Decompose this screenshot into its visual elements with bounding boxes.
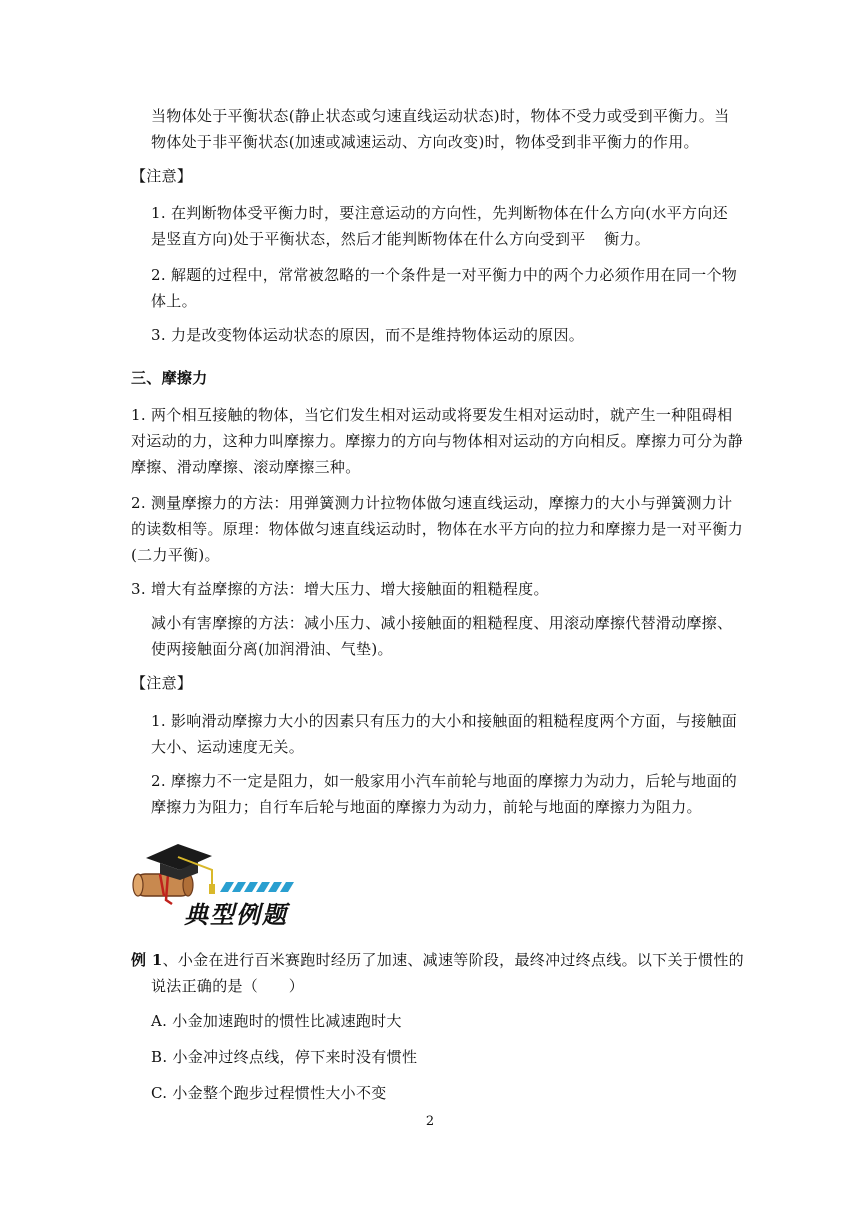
note-item-2-line-2: 摩擦力为阻力；自行车后轮与地面的摩擦力为动力，前轮与地面的摩擦力为阻力。 (151, 798, 702, 816)
note-item-1-line-2: 大小、运动速度无关。 (151, 738, 305, 756)
section-paragraph-4-line-1: 减小有害摩擦的方法：减小压力、减小接触面的粗糙程度、用滚动摩擦代替滑动摩擦、 (151, 614, 733, 632)
example-question-text: 、小金在进行百米赛跑时经历了加速、减速等阶段，最终冲过终点线。以下关于惯性的 (162, 951, 744, 969)
typical-examples-banner (130, 830, 310, 930)
example-label: 例 1 (131, 951, 163, 969)
option-a: A. 小金加速跑时的惯性比减速跑时大 (151, 1012, 402, 1030)
option-b: B. 小金冲过终点线，停下来时没有惯性 (151, 1048, 418, 1066)
banner-title: 典型例题 (184, 900, 288, 929)
section-paragraph-2-line-2: 的读数相等。原理：物体做匀速直线运动时，物体在水平方向的拉力和摩擦力是一对平衡力 (131, 520, 744, 538)
note-item-1-line-1: 1. 影响滑动摩擦力大小的因素只有压力的大小和接触面的粗糙程度两个方面，与接触面 (151, 712, 738, 730)
note-item-1-line-2: 是竖直方向)处于平衡状态，然后才能判断物体在什么方向受到平 衡力。 (151, 230, 651, 248)
note-item-1-line-1: 1. 在判断物体受平衡力时，要注意运动的方向性，先判断物体在什么方向(水平方向还 (151, 204, 728, 222)
section-paragraph-4-line-2: 使两接触面分离(加润滑油、气垫)。 (151, 640, 393, 658)
note-heading: 【注意】 (131, 674, 193, 692)
intro-line-2: 物体处于非平衡状态(加速或减速运动、方向改变)时，物体受到非平衡力的作用。 (151, 133, 699, 151)
note-item-3: 3. 力是改变物体运动状态的原因，而不是维持物体运动的原因。 (151, 326, 585, 344)
section-paragraph-1-line-3: 摩擦、滑动摩擦、滚动摩擦三种。 (131, 458, 361, 476)
example-question-line-1 (131, 947, 744, 973)
intro-line-1: 当物体处于平衡状态(静止状态或匀速直线运动状态)时，物体不受力或受到平衡力。当 (151, 107, 730, 125)
note-item-2-line-1: 2. 摩擦力不一定是阻力，如一般家用小汽车前轮与地面的摩擦力为动力，后轮与地面的 (151, 772, 738, 790)
section-paragraph-2-line-1: 2. 测量摩擦力的方法：用弹簧测力计拉物体做匀速直线运动，摩擦力的大小与弹簧测力计 (131, 494, 733, 512)
page-number: 2 (425, 1114, 435, 1129)
option-c: C. 小金整个跑步过程惯性大小不变 (151, 1084, 387, 1102)
section-paragraph-3: 3. 增大有益摩擦的方法：增大压力、增大接触面的粗糙程度。 (131, 580, 549, 598)
section-paragraph-2-line-3: (二力平衡)。 (131, 546, 220, 564)
example-question-line-2: 说法正确的是（ ） (151, 977, 305, 995)
section-paragraph-1-line-2: 对运动的力，这种力叫摩擦力。摩擦力的方向与物体相对运动的方向相反。摩擦力可分为静 (131, 432, 744, 450)
section-heading: 三、摩擦力 (131, 369, 208, 387)
note-item-2-line-1: 2. 解题的过程中，常常被忽略的一个条件是一对平衡力中的两个力必须作用在同一个物 (151, 266, 738, 284)
note-item-2-line-2: 体上。 (151, 292, 197, 310)
section-paragraph-1-line-1: 1. 两个相互接触的物体，当它们发生相对运动或将要发生相对运动时，就产生一种阻碍相 (131, 406, 733, 424)
note-heading: 【注意】 (131, 167, 193, 185)
